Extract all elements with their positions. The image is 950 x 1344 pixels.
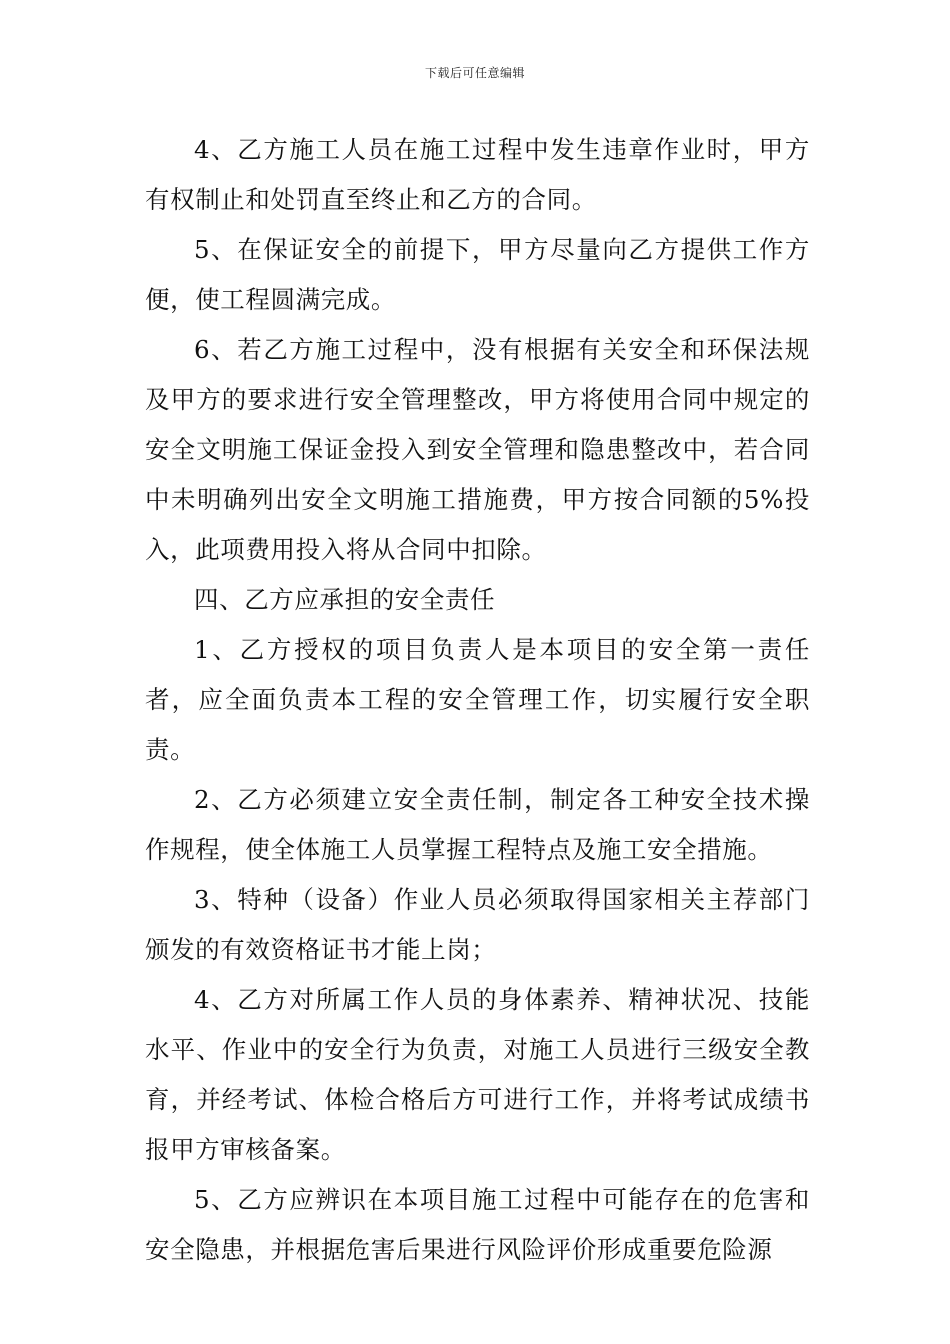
page-header: 下载后可任意编辑 (424, 66, 525, 80)
document-body (145, 125, 810, 1275)
section-heading-four: 四、乙方应承担的安全责任 (194, 585, 496, 614)
paragraph-item-6-rectification: 6、若乙方施工过程中，没有根据有关安全和环保法规及甲方的要求进行安全管理整改，甲方将使用合同中规定的安全文明施工保证金投入到安全管理和隐患整改中，若合同中未明确列出安全文明施工措施费，甲方按合同额的5%投入，此项费用投入将从合同中扣除。 (145, 335, 810, 564)
paragraph-item-5-hazard-identification: 5、乙方应辨识在本项目施工过程中可能存在的危害和安全隐患，并根据危害后果进行风险评价形成重要危险源 (145, 1185, 810, 1264)
paragraph-item-4-violation: 4、乙方施工人员在施工过程中发生违章作业时，甲方有权制止和处罚直至终止和乙方的合同。 (145, 135, 810, 214)
paragraph-item-2-responsibility-system: 2、乙方必须建立安全责任制，制定各工种安全技术操作规程，使全体施工人员掌握工程特点及施工安全措施。 (145, 785, 810, 864)
paragraph-item-4-staff-safety: 4、乙方对所属工作人员的身体素养、精神状况、技能水平、作业中的安全行为负责，对施工人员进行三级安全教育，并经考试、体检合格后方可进行工作，并将考试成绩书报甲方审核备案。 (145, 985, 810, 1164)
paragraph-item-1-responsible-person: 1、乙方授权的项目负责人是本项目的安全第一责任者，应全面负责本工程的安全管理工作，切实履行安全职责。 (145, 635, 810, 764)
paragraph-item-5-convenience: 5、在保证安全的前提下，甲方尽量向乙方提供工作方便，使工程圆满完成。 (145, 235, 810, 314)
paragraph-item-3-special-operators: 3、特种（设备）作业人员必须取得国家相关主荐部门颁发的有效资格证书才能上岗； (145, 885, 810, 964)
